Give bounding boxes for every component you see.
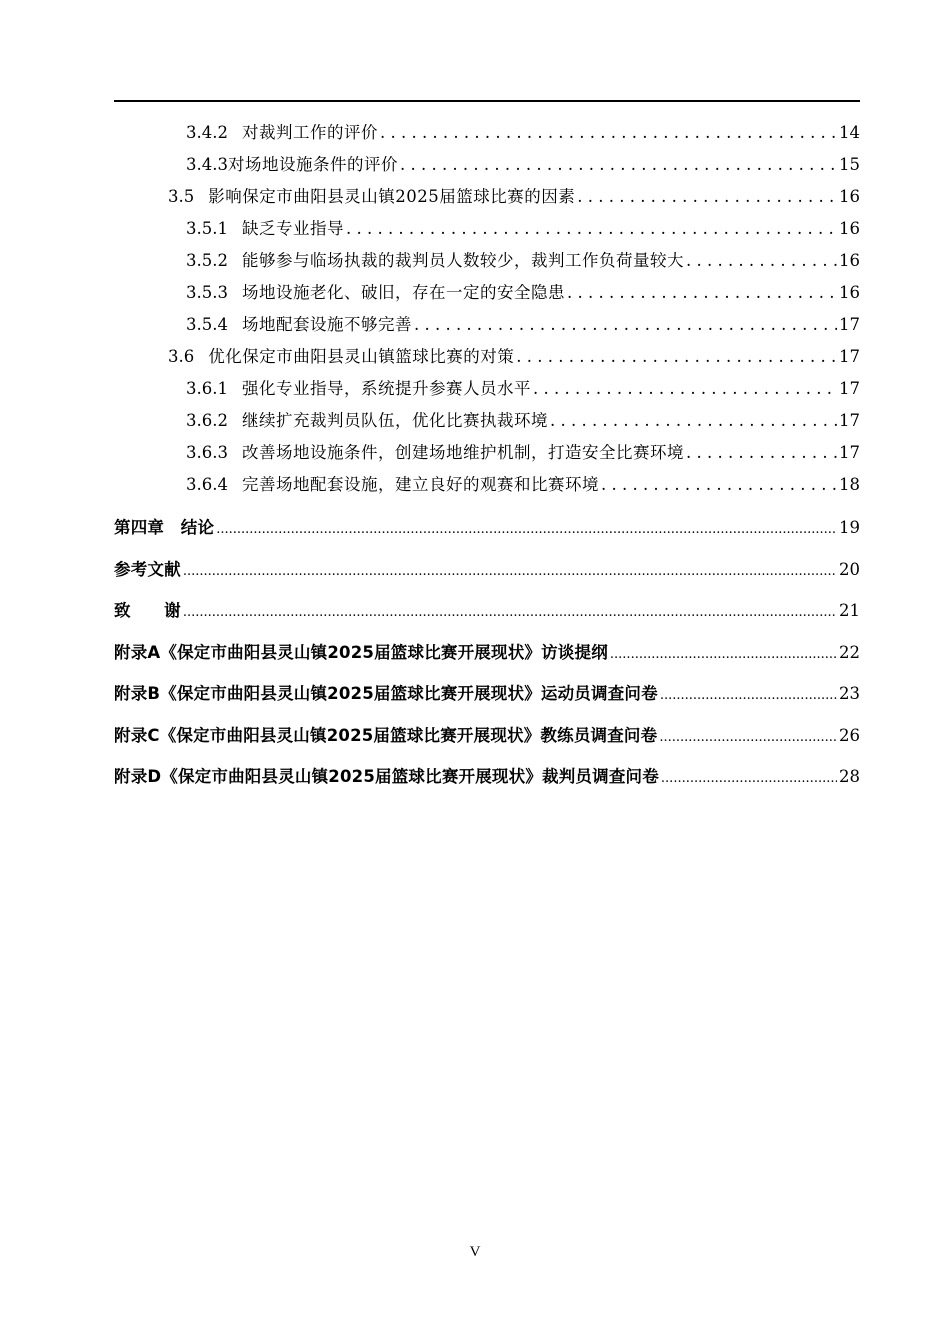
dot-leader — [686, 437, 837, 469]
toc-entry-title: 附录D《保定市曲阳县灵山镇2025届篮球比赛开展现状》裁判员调查问卷 — [114, 767, 659, 786]
toc-entry-title: 致 谢 — [114, 601, 181, 620]
toc-entry-title: 改善场地设施条件，创建场地维护机制，打造安全比赛环境 — [241, 443, 684, 462]
toc-entry-title: 附录B《保定市曲阳县灵山镇2025届篮球比赛开展现状》运动员调查问卷 — [114, 684, 658, 703]
toc-entry-number: 3.5 — [168, 187, 195, 206]
toc-entry-number: 3.6.4 — [186, 475, 228, 494]
dot-leader — [686, 245, 837, 277]
toc-entry-page: 15 — [839, 155, 860, 174]
toc-entry-title: 继续扩充裁判员队伍，优化比赛执裁环境 — [241, 411, 548, 430]
toc-entry-appendix-d[interactable] — [114, 756, 860, 798]
dot-leader — [660, 673, 837, 717]
toc-entry-title: 完善场地配套设施，建立良好的观赛和比赛环境 — [241, 475, 599, 494]
toc-entry-number: 3.6.3 — [186, 443, 228, 462]
dot-leader — [414, 309, 837, 341]
toc-entry-number: 3.6.1 — [186, 379, 228, 398]
toc-entry-title: 对场地设施条件的评价 — [227, 155, 398, 174]
toc-entry-title: 影响保定市曲阳县灵山镇2025届篮球比赛的因素 — [208, 187, 576, 206]
toc-entry-page: 28 — [839, 767, 860, 786]
dot-leader — [601, 469, 837, 501]
dot-leader — [346, 213, 837, 245]
dot-leader — [533, 373, 837, 405]
toc-entry-title: 强化专业指导，系统提升参赛人员水平 — [241, 379, 531, 398]
toc-entry-3-5-2[interactable] — [114, 245, 860, 277]
toc-entry-appendix-c[interactable] — [114, 715, 860, 757]
toc-entry-page: 20 — [839, 559, 860, 579]
dot-leader — [550, 405, 837, 437]
toc-entry-appendix-b[interactable] — [114, 673, 860, 715]
toc-entry-page: 17 — [839, 411, 860, 430]
dot-leader — [380, 117, 837, 149]
dot-leader — [659, 715, 837, 759]
toc-entry-title: 参考文献 — [114, 559, 181, 579]
toc-entry-3-5-1[interactable] — [114, 213, 860, 245]
dot-leader — [516, 341, 837, 373]
toc-entry-title: 能够参与临场执裁的裁判员人数较少，裁判工作负荷量较大 — [241, 251, 684, 270]
dot-leader — [216, 507, 837, 551]
toc-entry-page: 17 — [839, 443, 860, 462]
toc-entry-references[interactable] — [114, 549, 860, 591]
dot-leader — [661, 756, 837, 800]
toc-entry-page: 18 — [839, 475, 860, 494]
toc-entry-page: 16 — [839, 187, 860, 206]
dot-leader — [400, 149, 837, 181]
dot-leader — [610, 632, 837, 676]
toc-entry-page: 19 — [839, 518, 860, 537]
toc-entry-number: 3.6 — [168, 347, 195, 366]
toc-entry-page: 17 — [839, 315, 860, 334]
toc-entry-number: 3.5.4 — [186, 315, 228, 334]
toc-entry-page: 16 — [839, 283, 860, 302]
toc-entry-3-5[interactable] — [114, 181, 860, 213]
toc-entry-number: 3.6.2 — [186, 411, 228, 430]
toc-entry-title: 第四章 结论 — [114, 518, 215, 537]
toc-entry-acknowledgements[interactable] — [114, 590, 860, 632]
toc-entry-page: 17 — [839, 347, 860, 366]
toc-entry-3-6-1[interactable] — [114, 373, 860, 405]
toc-entry-title: 场地设施老化、破旧，存在一定的安全隐患 — [241, 283, 565, 302]
page-number: V — [469, 1244, 481, 1260]
toc-entry-3-4-2[interactable] — [114, 117, 860, 149]
toc-entry-number: 3.5.1 — [186, 219, 228, 238]
dot-leader — [183, 549, 837, 593]
toc-entry-page: 26 — [839, 725, 860, 745]
dot-leader — [567, 277, 837, 309]
dot-leader — [577, 181, 837, 213]
toc-entry-3-4-3[interactable] — [114, 149, 860, 181]
dot-leader — [183, 590, 837, 634]
toc-entry-number: 3.4.2 — [186, 123, 228, 142]
toc-entry-page: 14 — [839, 123, 860, 142]
toc-entry-title: 对裁判工作的评价 — [241, 123, 378, 142]
table-of-contents — [114, 117, 860, 798]
toc-entry-page: 23 — [839, 684, 860, 703]
header-rule — [114, 100, 860, 102]
toc-entry-number: 3.5.2 — [186, 251, 228, 270]
toc-entry-number: 3.5.3 — [186, 283, 228, 302]
toc-entry-number: 3.4.3 — [186, 155, 228, 174]
toc-entry-3-6-3[interactable] — [114, 437, 860, 469]
toc-entry-page: 17 — [839, 379, 860, 398]
toc-entry-title: 附录C《保定市曲阳县灵山镇2025届篮球比赛开展现状》教练员调查问卷 — [114, 725, 658, 745]
toc-entry-title: 场地配套设施不够完善 — [241, 315, 412, 334]
toc-entry-3-5-3[interactable] — [114, 277, 860, 309]
toc-entry-3-6-2[interactable] — [114, 405, 860, 437]
toc-entry-title: 缺乏专业指导 — [241, 219, 344, 238]
toc-entry-title: 优化保定市曲阳县灵山镇篮球比赛的对策 — [208, 347, 515, 366]
toc-entry-appendix-a[interactable] — [114, 632, 860, 674]
toc-entry-3-6[interactable] — [114, 341, 860, 373]
toc-entry-title: 附录A《保定市曲阳县灵山镇2025届篮球比赛开展现状》访谈提纲 — [114, 642, 608, 662]
toc-entry-page: 21 — [839, 601, 860, 620]
toc-entry-chapter-4[interactable] — [114, 507, 860, 549]
toc-entry-page: 16 — [839, 219, 860, 238]
toc-entry-page: 16 — [839, 251, 860, 270]
toc-entry-3-6-4[interactable] — [114, 469, 860, 501]
toc-entry-page: 22 — [839, 642, 860, 662]
toc-entry-3-5-4[interactable] — [114, 309, 860, 341]
